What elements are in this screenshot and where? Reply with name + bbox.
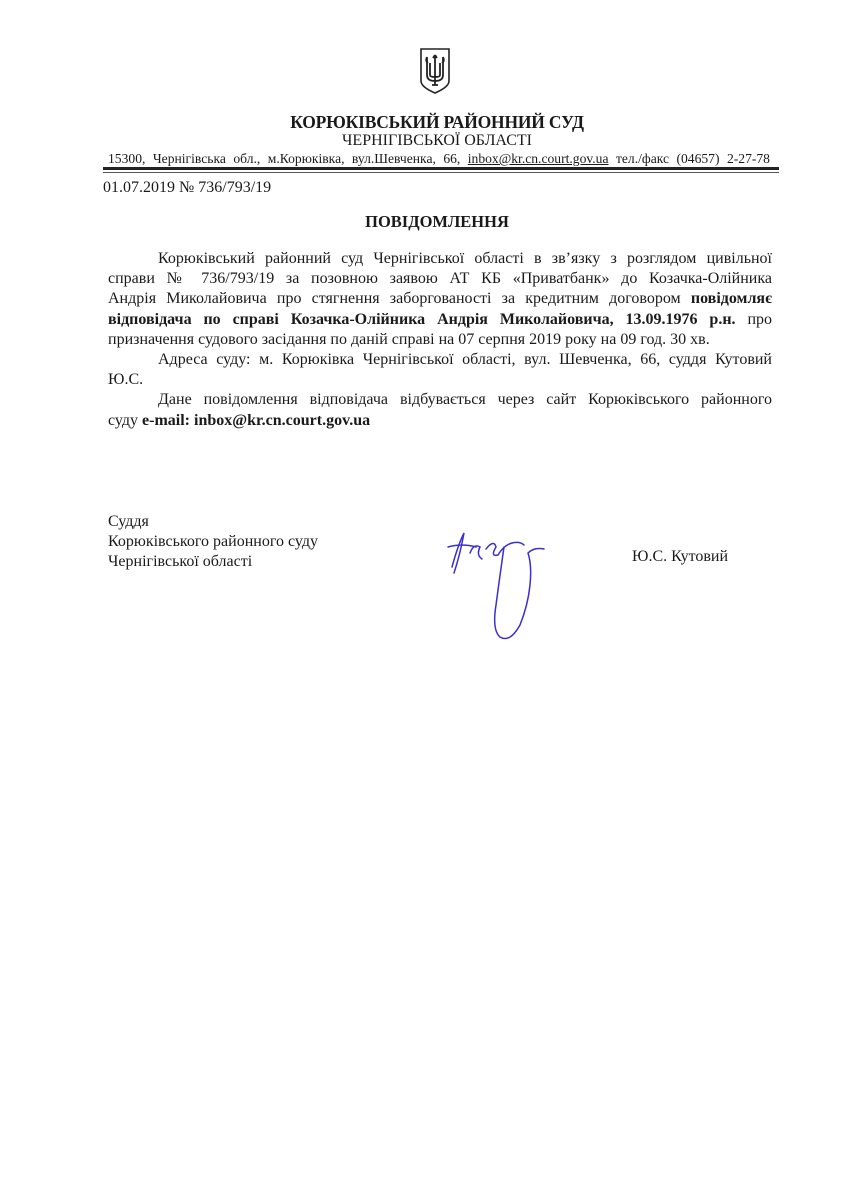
- body-text: Андрія Миколайовича про стягнення заборгованості за кредитним договором: [108, 290, 691, 308]
- header-divider-thin: [103, 172, 779, 173]
- header-divider: [103, 167, 779, 170]
- body-line: [108, 390, 772, 410]
- body-text: Адреса суду: м. Корюківка Чернігівської області, вул. Шевченка, 66, суддя Кутовий: [158, 350, 772, 368]
- body-text: суду: [108, 411, 143, 429]
- body-line: [108, 330, 772, 350]
- body-text-bold: відповідача по справі Козачка-Олійника Андрія Миколайовича, 13.09.1976 р.н.: [108, 310, 736, 328]
- address-phone: тел./факс (04657) 2-27-78: [608, 151, 770, 166]
- signature-region: Чернігівської області: [108, 553, 253, 570]
- document-heading: ПОВІДОМЛЕННЯ: [365, 212, 509, 231]
- notice-body: [108, 249, 772, 431]
- body-text: Дане повідомлення відповідача відбувається через сайт Корюківського районного: [158, 391, 772, 409]
- body-line: [108, 289, 772, 309]
- body-text-bold: e-mail: inbox@kr.cn.court.gov.ua: [142, 411, 371, 429]
- body-text: призначення судового засідання по даній справі на 07 серпня 2019 року на 09 год. 30 хв.: [108, 330, 710, 348]
- address-text: 15300, Чернігівська обл., м.Корюківка, вул.Шевченка, 66,: [108, 151, 468, 166]
- body-text: про: [735, 310, 773, 328]
- signature-court: Корюківського районного суду: [108, 533, 319, 550]
- document-reference: 01.07.2019 № 736/793/19: [103, 179, 272, 196]
- body-line: [108, 269, 772, 289]
- body-text: справи № 736/793/19 за позовною заявою АТ КБ «Приватбанк» до Козачка-Олійника: [108, 270, 772, 288]
- body-line: [108, 411, 772, 431]
- handwritten-signature: [440, 525, 565, 645]
- body-text: Ю.С.: [108, 371, 144, 389]
- body-text-bold: повідомляє: [690, 290, 772, 308]
- body-line: [108, 310, 772, 330]
- court-region: ЧЕРНІГІВСЬКОЇ ОБЛАСТІ: [342, 132, 532, 149]
- body-text: Корюківський районний суд Чернігівської області в зв’язку з розглядом цивільної: [158, 250, 772, 267]
- address-email-link[interactable]: inbox@kr.cn.court.gov.ua: [467, 151, 609, 166]
- court-name: КОРЮКІВСЬКИЙ РАЙОННИЙ СУД: [290, 112, 584, 132]
- coat-of-arms-icon: [419, 47, 451, 95]
- body-line: [108, 350, 772, 370]
- body-line: [108, 370, 772, 390]
- signature-title: Суддя: [108, 513, 149, 530]
- body-line: [108, 249, 772, 269]
- judge-name: Ю.С. Кутовий: [632, 548, 729, 565]
- court-address: [108, 151, 770, 167]
